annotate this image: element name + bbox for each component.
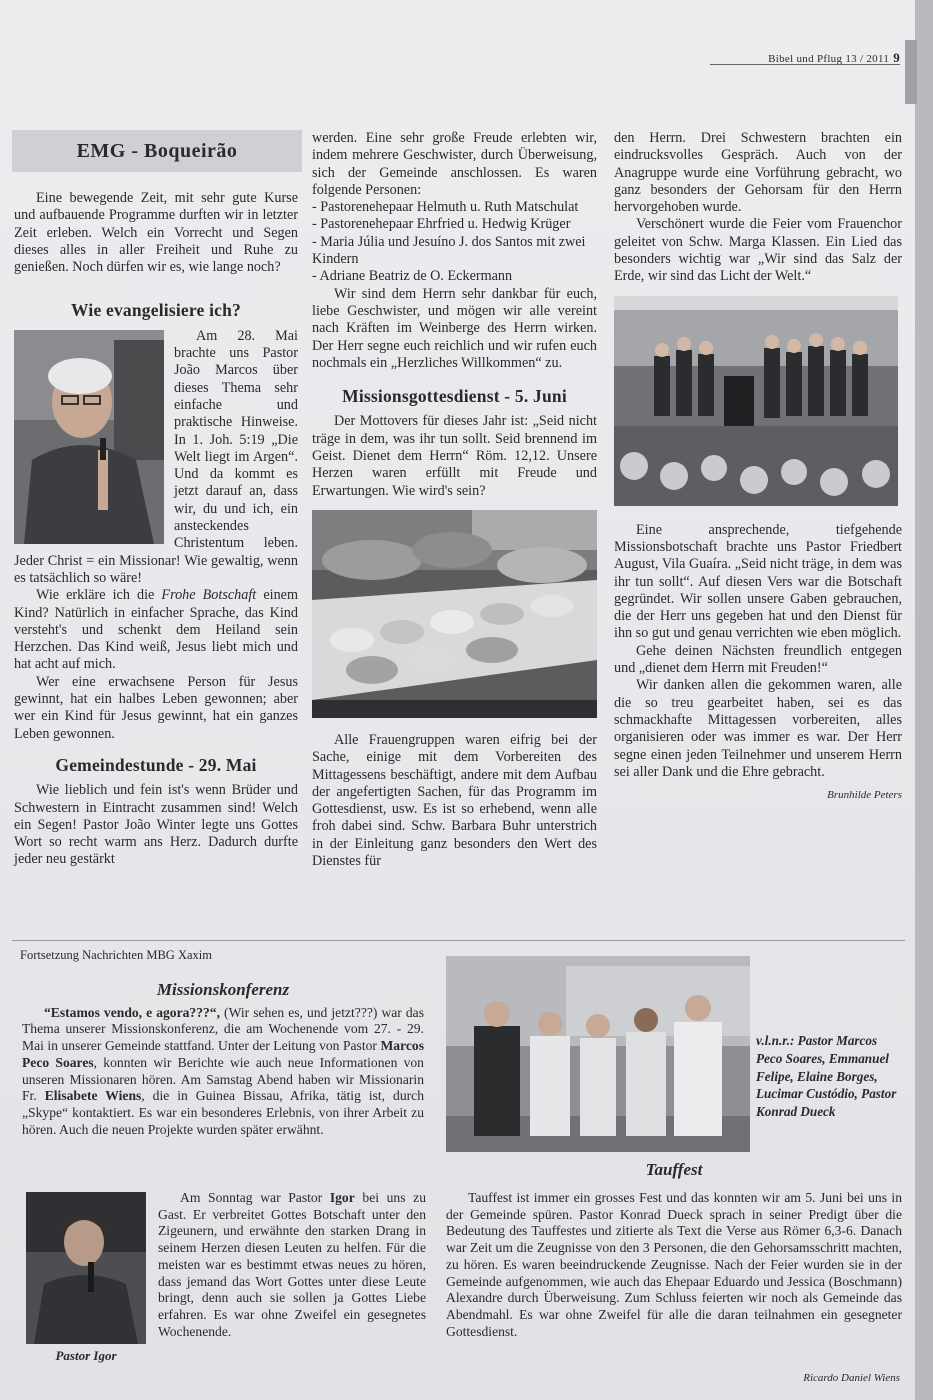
name-marcos: Marcos Peco Soares	[22, 1038, 424, 1070]
konferenz-paragraph	[22, 1005, 424, 1139]
thanks-paragraph: Wir sind dem Herrn sehr dankbar für euch, liebe Geschwister, und mögen wir alle vereint nach Kräften im Weinberge des Herrn wirken. Der Herr segne euch reichlich und wir rufen euch nochmals ein „Herzliches Willkommen“ zu.	[312, 285, 597, 371]
konf-text-3: , die in Guinea Bissau, Afrika, tätig ist, durch „Skype“ kontaktiert. Es war ein besonderes Erlebnis, von ihrer Arbeit zu hören. Auch die neuen Projekte wurden später erwähnt.	[22, 1088, 424, 1137]
heading-gemeindestunde: Gemeindestunde - 29. Mai	[55, 754, 257, 775]
col3-paragraph-3: Eine ansprechende, tiefgehende Missionsbotschaft brachte uns Pastor Friedbert August, Vila Guaíra. „Seid nicht träge, in dem was ihr tun sollt“. Auf diesen Vers war die Botschaft gegründet. Wir sollen unsere Gaben gebrauchen, die der Herr uns gegeben hat und den Dienst für ihn so gut und genau verrichten wie eben möglich.	[614, 521, 902, 642]
member-list-item: - Pastorenehepaar Ehrfried u. Hedwig Krüger	[312, 216, 571, 233]
name-elisabete: Elisabete Wiens	[44, 1088, 142, 1104]
section-title: EMG - Boqueirão	[12, 130, 302, 172]
col3-paragraph-5: Wir danken allen die gekommen waren, alle die so treu gearbeitet haben, sei es das schmackhafte Mittagessen vorbereiten, alles organisieren oder was immer es war. Der Herr segne einen jeden Teilnehmer und unserem Herrn sei aller Dank und die Ehre gebracht.	[614, 677, 902, 780]
author-ricardo: Ricardo Daniel Wiens	[803, 1372, 900, 1384]
section-divider	[12, 940, 905, 941]
column-3	[614, 130, 902, 804]
intro-paragraph: Eine bewegende Zeit, mit sehr gute Kurse und aufbauende Programme durften wir in letzter Zeit erleben. Welch ein Vorrecht und Segen dieses alles in aller Freiheit und Ruhe zu genießen. Noch dürfen wir es, wie lange noch?	[14, 190, 298, 276]
name-igor: Igor	[329, 1190, 355, 1205]
missionskonferenz-block	[22, 982, 424, 1138]
column-2	[312, 130, 597, 870]
header-rule	[710, 64, 900, 65]
frohe-botschaft-emphasis: Frohe Botschaft	[161, 587, 257, 604]
mission-paragraph-2: Alle Frauengruppen waren eifrig bei der Sache, einige mit dem Vorbereiten des Mittagessens beschäftigt, andere mit dem Aufbau der angefertigten Sachen, für das Programm im Gottesdienst, usw. Es ist so erhebend, wenn alle froh dabei sind. Schw. Barbara Buhr unterstrich in der Einleitung ganz besonders den Wert des Dienstes für	[312, 731, 597, 870]
page-edge	[915, 0, 933, 1400]
evang-p2-lead: Wie erkläre ich die	[36, 587, 162, 604]
gemeindestunde-paragraph: Wie lieblich und fein ist's wenn Brüder und Schwestern in Eintracht zusammen sind! Welch ein Segen! Pastor João Winter legte uns Gottes Wort so recht warm ans Herz. Dadurch durfte jeder neu gestärkt	[14, 782, 298, 868]
member-list-item: - Pastorenehepaar Helmuth u. Ruth Matschulat	[312, 199, 579, 216]
sonntag-block	[158, 1190, 426, 1340]
evangelisiere-paragraph-1: Am 28. Mai brachte uns Pastor João Marcos über dieses Thema sehr einfache und praktische Hinweise. In 1. Joh. 5:19 „Die Welt liegt im Argen“. Und da kommt es jetzt darauf an, dass wir, du und ich, ein ansteckendes Christentum leben. Jeder Christ = ein Missionar! Wie gewaltig, wenn es tatsächlich so wäre!	[14, 327, 298, 586]
member-list-item: - Maria Júlia und Jesuíno J. dos Santos mit zwei Kindern	[312, 233, 586, 268]
heading-missionskonferenz: Missionskonferenz	[156, 980, 290, 999]
page-tab-marker	[905, 40, 917, 104]
continuation-label: Fortsetzung Nachrichten MBG Xaxim	[20, 948, 212, 962]
konf-text-1: (Wir sehen es, und jetzt???) war das Thema unserer Missionskonferenz, die am Wochenende vom 27. - 29. Mai in unserer Gemeinde stattfand. Unter der Leitung von Pastor	[22, 1004, 424, 1054]
konferenz-theme: “Estamos vendo, e agora???“,	[44, 1004, 220, 1020]
photo-tauffest-group	[446, 956, 750, 1152]
photo-pastor-joao	[14, 330, 164, 544]
header-title: Bibel und Pflug 13 / 2011	[768, 53, 890, 65]
evangelisiere-paragraph-3: Wer eine erwachsene Person für Jesus gewinnt, hat ein halbes Leben gewonnen; aber wer ein Kind für Jesus gewinnt, hat ein ganzes Leben gewonnen.	[14, 673, 298, 742]
heading-evangelisiere: Wie evangelisiere ich?	[71, 300, 241, 321]
photo-bazaar-table	[312, 510, 597, 718]
sonntag-text-2: bei uns zu Gast. Er verbreitet Gottes Botschaft unter den Zigeunern, und erwähnte den starken Drang in seinem Herzen diesen Leuten zu helfen. Für die meisten war es bestimmt etwas neues zu hören, dass jemand das Wort Gottes unter diese Leute bringt, denn auch sie sollen ja Gottes Liebe erfahren. Es war ohne Zweifel ein gesegnetes Wochenende.	[158, 1190, 426, 1339]
photo-pastor-igor	[26, 1192, 146, 1344]
col3-paragraph-1: den Herrn. Drei Schwestern brachten ein eindrucksvolles Gespräch. Auch von der Anagruppe wurde eine Vorführung gebracht, wo ganz besonders der Gehorsam für den Herrn hervorgehoben wurde.	[614, 130, 902, 216]
mission-paragraph-1: Der Mottovers für dieses Jahr ist: „Seid nicht träge in dem, was ihr tun sollt. Seid brennend im Geist. Dienet dem Herrn“ Röm. 12,12. Unsere Herzen waren erfüllt mit Freude und Erwartungen. Wie wird's sein?	[312, 413, 597, 499]
author-brunhilde: Brunhilde Peters	[827, 789, 902, 802]
caption-pastor-igor: Pastor Igor	[55, 1348, 117, 1363]
welcome-paragraph: werden. Eine sehr große Freude erlebten wir, indem mehrere Geschwister, durch Überweisung, sich der Gemeinde anschlossen. Es waren folgende Personen:	[312, 130, 597, 198]
column-1	[14, 190, 298, 869]
tauffest-block	[446, 1190, 902, 1340]
member-list-item: - Adriane Beatriz de O. Eckermann	[312, 268, 513, 285]
sonntag-text-1: Am Sonntag war Pastor	[180, 1190, 330, 1205]
evang-p2-rest: einem Kind? Natürlich in einfacher Sprache, das Kind versteht's und schenkt dem Heiland sein Herzchen. Das Kind weiß, Jesus liebt mich und hat acht auf mich.	[14, 587, 298, 673]
tauffest-paragraph: Tauffest ist immer ein grosses Fest und das konnten wir am 5. Juni bei uns in der Gemeinde spüren. Pastor Konrad Dueck sprach in seiner Predigt über die Bedeutung des Tauffestes und zitierte als Text die Verse aus Römer 6,3-6. Danach war Zeit um die Zeugnisse von den 3 Personen, die den Gehorsamsschritt machten, zu hören. Es waren beeindruckende Zeugnisse. Nach der Feier wurden sie in der Gemeinde aufgenommen, wie auch das Ehepaar Eduardo und Jessica (Boschmann) Alexandre durch Überweisung. Zum Schluss feierten wir noch als Gemeinde das Abendmahl. Es war ohne Zweifel für alle die daran teilnahmen ein gesegneter Gottesdienst.	[446, 1190, 902, 1339]
caption-tauffest-photo: v.l.n.r.: Pastor Marcos Peco Soares, Emmanuel Felipe, Elaine Borges, Lucimar Custódio, Pastor Konrad Dueck	[756, 1033, 897, 1120]
col3-paragraph-4: Gehe deinen Nächsten freundlich entgegen und „dienet dem Herrn mit Freuden!“	[614, 642, 902, 677]
heading-tauffest: Tauffest	[645, 1160, 703, 1179]
photo-womens-choir	[614, 296, 898, 506]
evangelisiere-paragraph-2	[14, 587, 298, 673]
konf-text-2: , konnten wir Berichte wie auch neue Informationen von unseren Missionaren hören. Am Samstag Abend haben wir Missionarin Fr.	[22, 1054, 424, 1104]
sonntag-paragraph	[158, 1190, 426, 1340]
page-number: 9	[893, 50, 900, 65]
heading-missionsgottesdienst: Missionsgottesdienst - 5. Juni	[342, 386, 567, 407]
col3-paragraph-2: Verschönert wurde die Feier vom Frauenchor geleitet von Schw. Marga Klassen. Ein Lied das besonders wichtig war „Wir sind das Salz der Erde, wir sind das Licht der Welt.“	[614, 216, 902, 285]
